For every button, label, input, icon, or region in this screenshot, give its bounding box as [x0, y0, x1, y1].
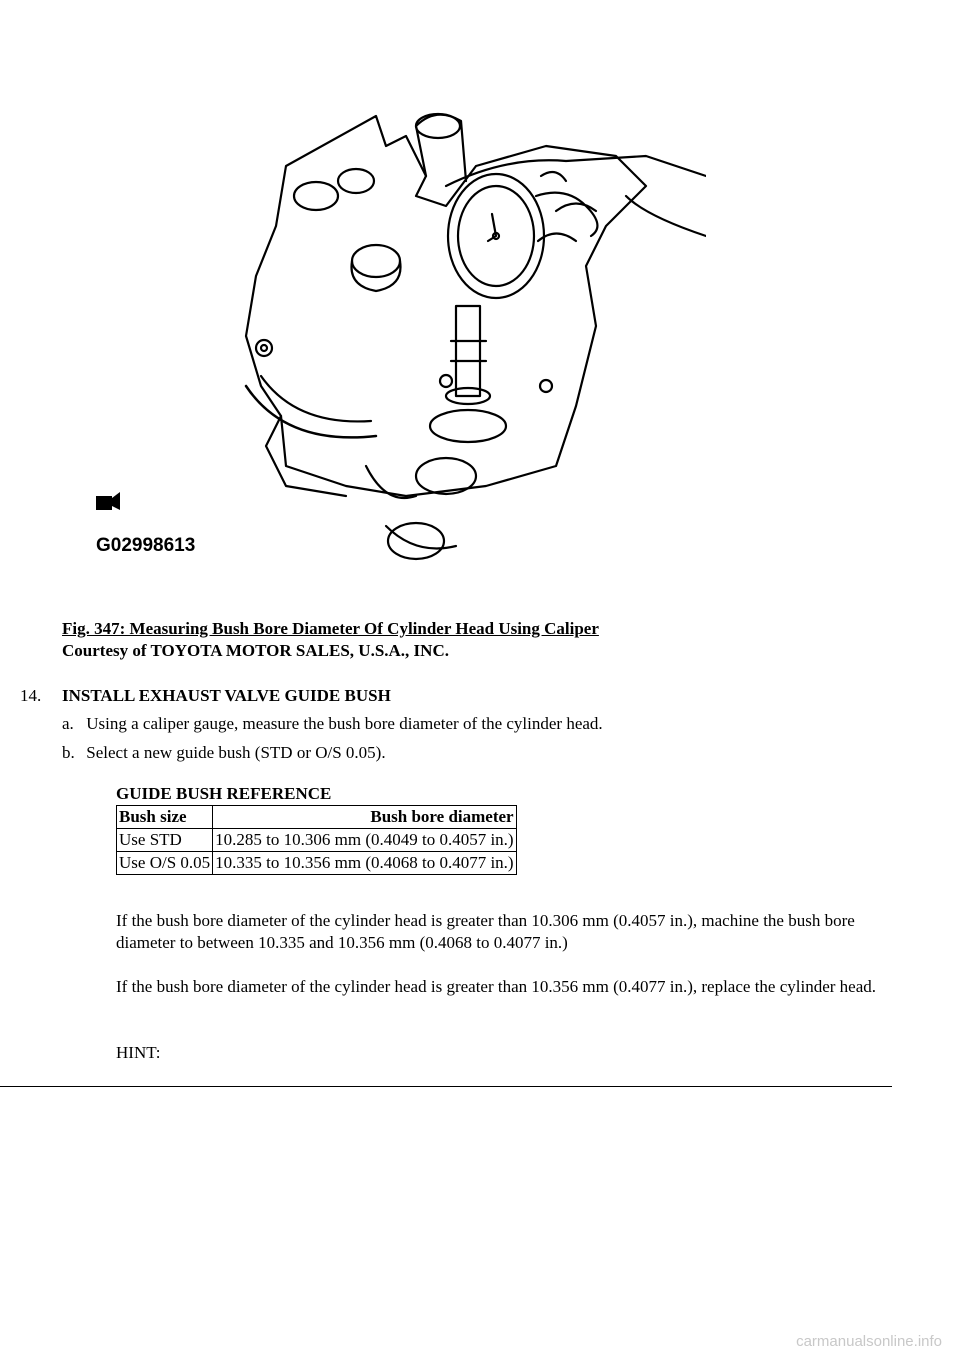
table-row: [117, 852, 517, 875]
table-row: [117, 829, 517, 852]
substep-text: Using a caliper gauge, measure the bush bore diameter of the cylinder head.: [86, 714, 603, 733]
substep-letter: a.: [62, 714, 74, 733]
step-heading: [20, 685, 391, 707]
substep-b: [62, 742, 386, 764]
table-cell: Use O/S 0.05: [117, 852, 213, 875]
paragraph: If the bush bore diameter of the cylinder head is greater than 10.356 mm (0.4077 in.), replace the cylinder head.: [116, 977, 877, 996]
figure-caption: [62, 618, 599, 662]
camera-icon: [96, 492, 120, 510]
table-cell: Use STD: [117, 829, 213, 852]
figure-image-label: G02998613: [96, 535, 196, 556]
cylinder-head-drawing: [86, 86, 706, 566]
substep-a: [62, 713, 603, 735]
table-header-cell: Bush size: [117, 806, 213, 829]
table-cell: 10.335 to 10.356 mm (0.4068 to 0.4077 in.): [213, 852, 516, 875]
step-number: 14.: [20, 686, 42, 705]
watermark: carmanualsonline.info: [796, 1333, 942, 1350]
paragraph-hint: HINT:: [116, 1043, 161, 1062]
caption-courtesy: Courtesy of TOYOTA MOTOR SALES, U.S.A., INC.: [62, 641, 449, 660]
page-divider: [0, 1086, 892, 1087]
table-header-cell: Bush bore diameter: [213, 806, 516, 829]
figure-illustration: [86, 86, 706, 566]
table-header-row: [117, 806, 517, 829]
table-cell: 10.285 to 10.306 mm (0.4049 to 0.4057 in.): [213, 829, 516, 852]
guide-bush-reference-table: [116, 805, 517, 875]
paragraph: If the bush bore diameter of the cylinder head is greater than 10.306 mm (0.4057 in.), machine the bush bore diameter to between 10.335 and 10.356 mm (0.4068 to 0.4077 in.): [116, 911, 855, 952]
substep-text: Select a new guide bush (STD or O/S 0.05).: [86, 743, 386, 762]
step-title: INSTALL EXHAUST VALVE GUIDE BUSH: [62, 686, 391, 705]
caption-title: Fig. 347: Measuring Bush Bore Diameter Of Cylinder Head Using Caliper: [62, 619, 599, 638]
substep-letter: b.: [62, 743, 75, 762]
table-title: GUIDE BUSH REFERENCE: [116, 784, 332, 803]
